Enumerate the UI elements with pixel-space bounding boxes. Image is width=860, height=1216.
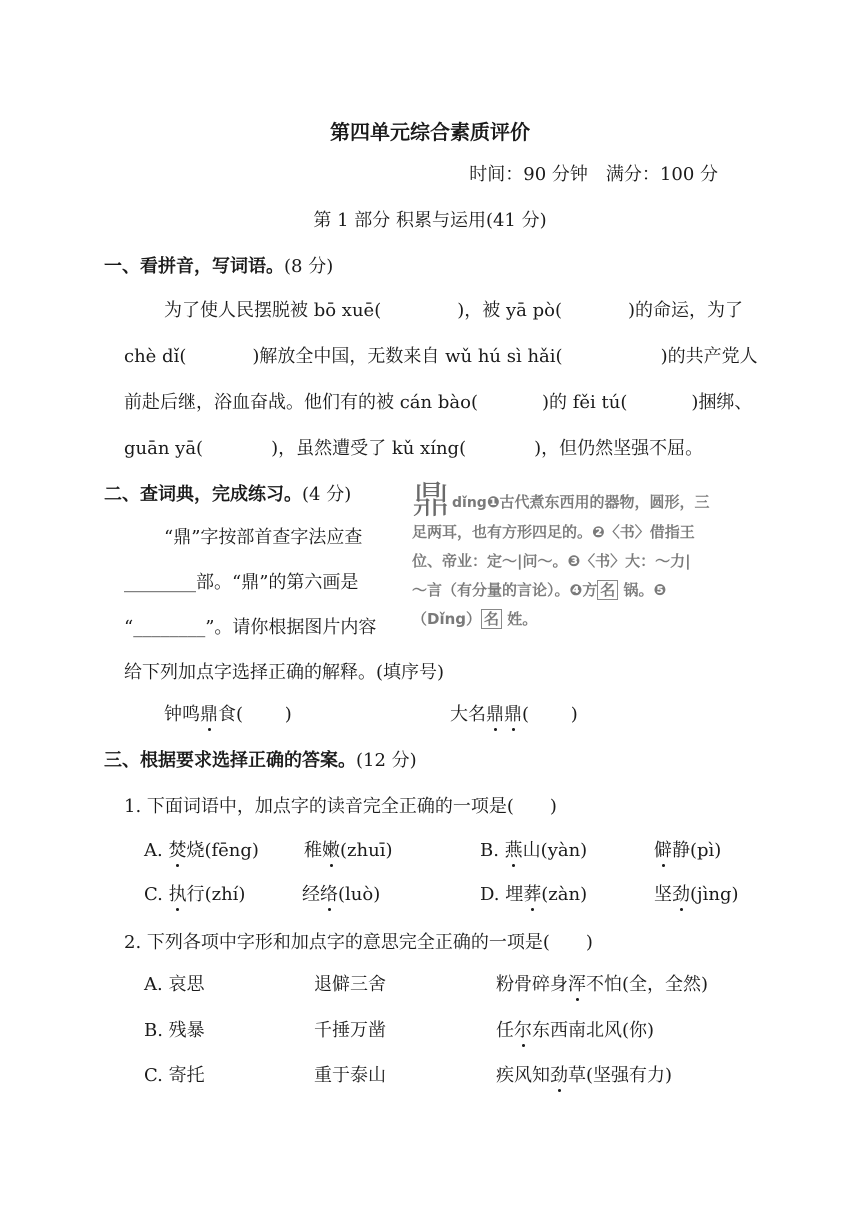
q2-option-c: C. 寄托 bbox=[144, 1065, 205, 1086]
q1-option-a-word-2: 稚嫩(zhuī) bbox=[304, 836, 392, 862]
question-2: 2. 下列各项中字形和加点字的意思完全正确的一项是( ) bbox=[124, 932, 593, 953]
page-title: 第四单元综合素质评价 bbox=[330, 120, 530, 144]
dictionary-entry-image bbox=[412, 478, 762, 644]
dictionary-line-2: 足两耳，也有方形四足的。❷〈书〉借指王 bbox=[412, 523, 695, 541]
section-1-line-1: 为了使人民摆脱被 bō xuē( )，被 yā pò( )的命运，为了 bbox=[164, 300, 744, 321]
q1-option-d: D. 埋葬(zàn) bbox=[480, 880, 587, 906]
exam-meta: 时间：90 分钟 满分：100 分 bbox=[469, 164, 718, 185]
q2-option-a-phrase: 粉骨碎身浑不怕(全，全然) bbox=[496, 970, 708, 996]
section-2-line-4: 给下列加点字选择正确的解释。(填序号) bbox=[124, 662, 445, 683]
q1-option-b: B. 燕山(yàn) bbox=[480, 836, 587, 862]
section-1-heading: 一、看拼音，写词语。(8 分) bbox=[104, 256, 334, 277]
section-2-line-3: “________”。请你根据图片内容 bbox=[124, 617, 377, 638]
q1-option-a: A. 焚烧(fēng) bbox=[144, 836, 259, 862]
q2-option-c-idiom: 重于泰山 bbox=[314, 1065, 386, 1086]
q1-option-d-word-2: 坚劲(jìng) bbox=[654, 880, 739, 906]
q1-option-c-word-2: 经络(luò) bbox=[302, 880, 380, 906]
part-heading: 第 1 部分 积累与运用(41 分) bbox=[313, 210, 547, 231]
dictionary-line-1: 鼎dǐng❶古代煮东西用的器物，圆形，三 bbox=[412, 478, 710, 522]
q2-option-b-idiom: 千捶万凿 bbox=[314, 1020, 386, 1041]
q2-option-b: B. 残暴 bbox=[144, 1020, 205, 1041]
q2-option-c-phrase: 疾风知劲草(坚强有力) bbox=[496, 1061, 672, 1087]
q1-option-c: C. 执行(zhí) bbox=[144, 880, 245, 906]
q2-option-b-phrase: 任尔东西南北风(你) bbox=[496, 1016, 654, 1042]
dictionary-line-4: ～言（有分量的言论）。❹方 名 锅。❺ bbox=[412, 581, 667, 599]
word-zhong-ming-ding-shi: 钟鸣鼎食( ) bbox=[164, 700, 292, 726]
q1-option-b-word-2: 僻静(pì) bbox=[654, 836, 721, 862]
section-2-line-1: “鼎”字按部首查字法应查 bbox=[164, 527, 363, 548]
section-3-heading: 三、根据要求选择正确的答案。(12 分) bbox=[104, 750, 417, 771]
section-2-heading: 二、查词典，完成练习。(4 分) bbox=[104, 484, 352, 505]
dictionary-line-3: 位、帝业：定～|问～。❸〈书〉大：～力| bbox=[412, 552, 691, 570]
section-1-line-4: guān yā( )，虽然遭受了 kǔ xíng( )，但仍然坚强不屈。 bbox=[124, 438, 704, 459]
section-1-line-3: 前赴后继，浴血奋战。他们有的被 cán bào( )的 fěi tú( )捆绑、 bbox=[124, 392, 753, 413]
q2-option-a: A. 哀思 bbox=[144, 974, 205, 995]
section-2-line-2: ________部。“鼎”的第六画是 bbox=[124, 572, 359, 593]
q2-option-a-idiom: 退僻三舍 bbox=[314, 974, 386, 995]
word-da-ming-ding-ding: 大名鼎鼎( ) bbox=[450, 700, 578, 726]
dictionary-line-5: （Dǐng） 名 姓。 bbox=[412, 610, 538, 628]
question-1: 1. 下面词语中，加点字的读音完全正确的一项是( ) bbox=[124, 796, 557, 817]
section-1-line-2: chè dǐ( )解放全中国，无数来自 wǔ hú sì hǎi( )的共产党人 bbox=[124, 346, 758, 367]
